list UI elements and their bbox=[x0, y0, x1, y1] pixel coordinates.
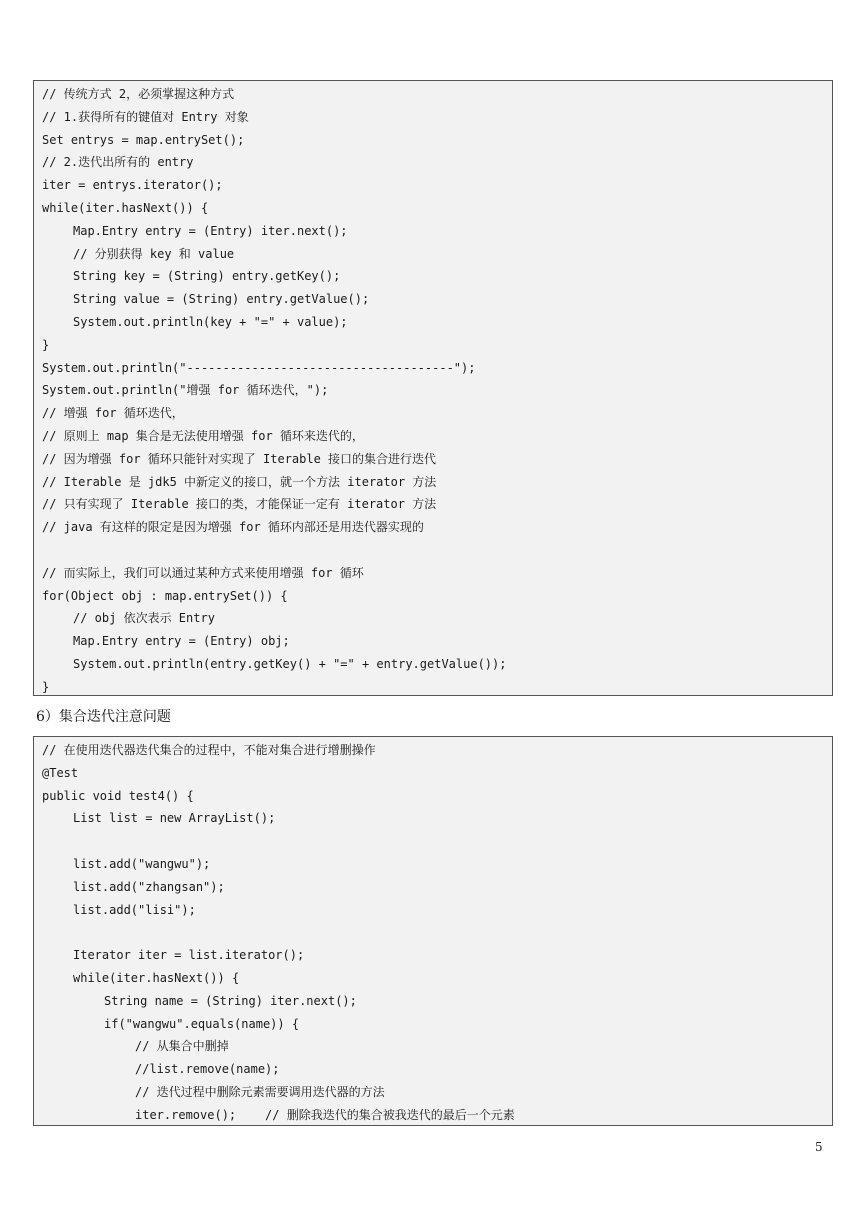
code-line: System.out.println(entry.getKey() + "=" + entry.getValue()); bbox=[73, 656, 507, 671]
code-line: Map.Entry entry = (Entry) obj; bbox=[73, 634, 290, 649]
code-line: System.out.println(key + "=" + value); bbox=[73, 314, 348, 329]
code-line: // 分别获得 key 和 value bbox=[73, 246, 235, 261]
code-line: } bbox=[42, 679, 50, 694]
code-line: @Test bbox=[42, 765, 79, 780]
section-heading: 6）集合迭代注意问题 bbox=[36, 709, 171, 725]
code-line: // 增强 for 循环迭代， bbox=[42, 406, 184, 421]
code-line: iter = entrys.iterator(); bbox=[42, 178, 223, 193]
code-line: for(Object obj : map.entrySet()) { bbox=[42, 588, 288, 603]
code-line: // 原则上 map 集合是无法使用增强 for 循环来迭代的， bbox=[42, 428, 364, 443]
code-line: list.add("zhangsan"); bbox=[73, 879, 225, 894]
code-line: // 迭代过程中删除元素需要调用迭代器的方法 bbox=[135, 1084, 385, 1099]
code-line: System.out.println("-------------------------------------"); bbox=[42, 360, 476, 375]
code-line: // Iterable 是 jdk5 中新定义的接口，就一个方法 iterator 方法 bbox=[42, 474, 437, 489]
code-line: while(iter.hasNext()) { bbox=[42, 200, 209, 215]
code-line: // 因为增强 for 循环只能针对实现了 Iterable 接口的集合进行迭代 bbox=[42, 451, 437, 466]
code-line: //list.remove(name); bbox=[135, 1062, 280, 1077]
code-line: Iterator iter = list.iterator(); bbox=[73, 948, 305, 963]
code-line: list.add("wangwu"); bbox=[73, 856, 211, 871]
code-line: if("wangwu".equals(name)) { bbox=[104, 1016, 300, 1031]
page-number: 5 bbox=[815, 1140, 823, 1154]
code-line: // 传统方式 2，必须掌握这种方式 bbox=[42, 87, 235, 101]
code-line: System.out.println("增强 for 循环迭代，"); bbox=[42, 383, 329, 398]
code-line: Map.Entry entry = (Entry) iter.next(); bbox=[73, 223, 348, 238]
code-line: } bbox=[42, 337, 50, 352]
code-line bbox=[42, 830, 832, 853]
code-line: while(iter.hasNext()) { bbox=[73, 970, 240, 985]
code-line: String key = (String) entry.getKey(); bbox=[73, 269, 341, 284]
code-line: // java 有这样的限定是因为增强 for 循环内部还是用迭代器实现的 bbox=[42, 520, 424, 535]
code-line bbox=[42, 921, 832, 944]
code-line: List list = new ArrayList(); bbox=[73, 811, 276, 826]
code-line: String name = (String) iter.next(); bbox=[104, 993, 357, 1008]
code-line: // obj 依次表示 Entry bbox=[73, 611, 215, 626]
code-line bbox=[42, 539, 832, 562]
code-line: // 2.迭代出所有的 entry bbox=[42, 155, 194, 170]
code-line: // 在使用迭代器迭代集合的过程中，不能对集合进行增删操作 bbox=[42, 743, 376, 757]
code-block-1 bbox=[33, 80, 833, 696]
code-line: String value = (String) entry.getValue(); bbox=[73, 292, 370, 307]
code-line: // 只有实现了 Iterable 接口的类，才能保证一定有 iterator 方法 bbox=[42, 497, 437, 512]
code-line: // 从集合中删掉 bbox=[135, 1039, 229, 1054]
code-line: Set entrys = map.entrySet(); bbox=[42, 132, 245, 147]
code-block-2 bbox=[33, 736, 833, 1126]
code-line: public void test4() { bbox=[42, 788, 194, 803]
code-line: // 1.获得所有的键值对 Entry 对象 bbox=[42, 109, 249, 124]
code-line: iter.remove(); // 删除我迭代的集合被我迭代的最后一个元素 bbox=[135, 1107, 515, 1122]
code-line: list.add("lisi"); bbox=[73, 902, 196, 917]
code-line: // 而实际上，我们可以通过某种方式来使用增强 for 循环 bbox=[42, 565, 364, 580]
